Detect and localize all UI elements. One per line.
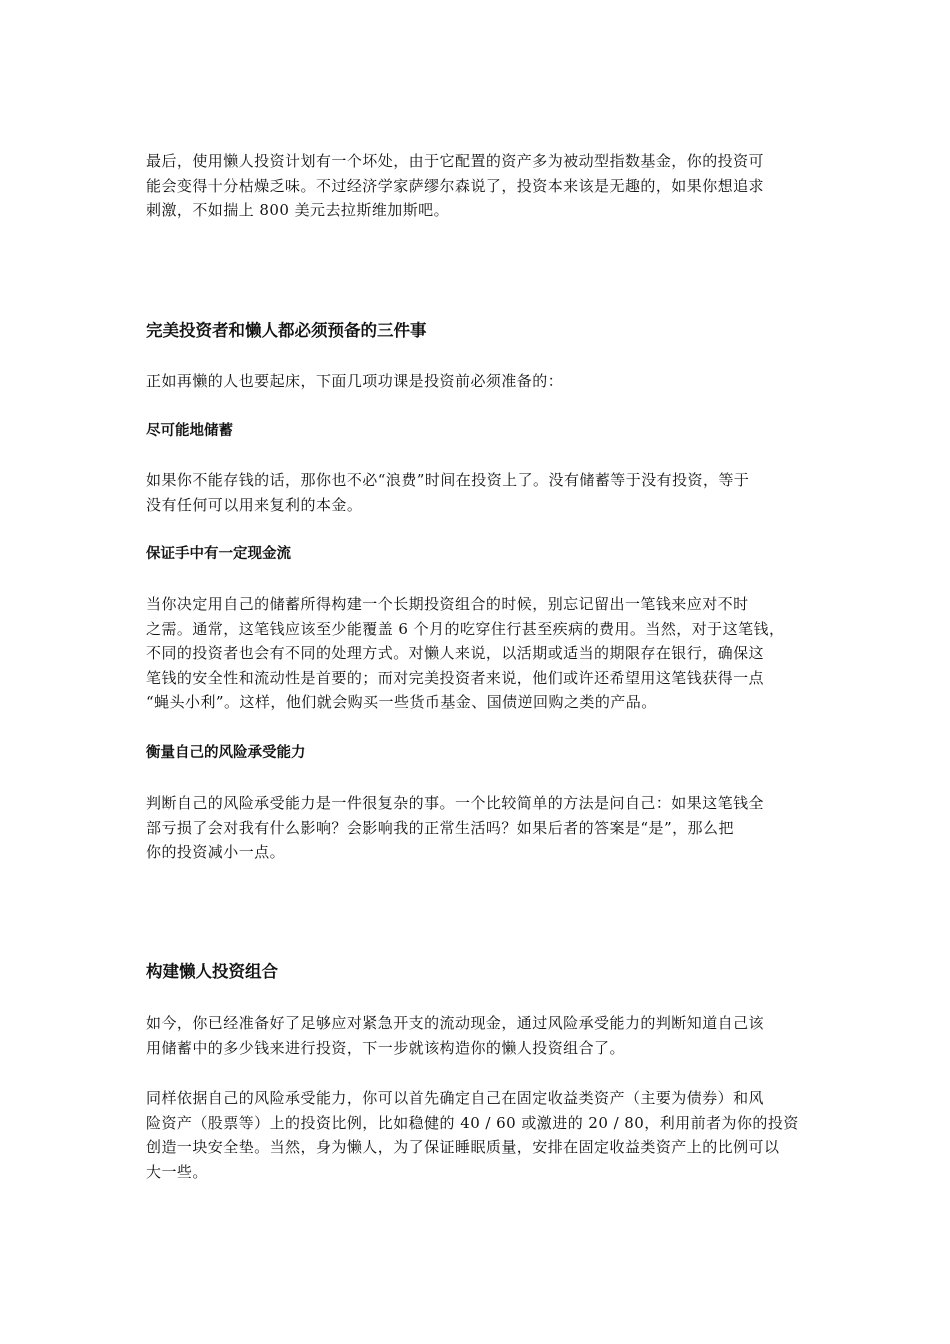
section-heading-build-portfolio: 构建懒人投资组合 (146, 962, 278, 981)
text-line: 当你决定用自己的储蓄所得构建一个长期投资组合的时候，别忘记留出一笔钱来应对不时 (146, 595, 749, 613)
text-line: 不同的投资者也会有不同的处理方式。对懒人来说，以活期或适当的期限存在银行，确保这 (146, 644, 765, 662)
paragraph-cash-flow (146, 592, 814, 715)
text-line: 大一些。 (146, 1162, 208, 1181)
text-line: 你的投资减小一点。 (146, 843, 286, 861)
subheading-save: 尽可能地储蓄 (146, 423, 233, 439)
text-line: 部亏损了会对我有什么影响？会影响我的正常生活吗？如果后者的答案是“是”，那么把 (146, 818, 734, 837)
text-line: 能会变得十分枯燥乏味。不过经济学家萨缪尔森说了，投资本来该是无趣的，如果你想追求 (146, 176, 765, 195)
paragraph-portfolio-intro (146, 1011, 814, 1060)
subheading-risk-tolerance: 衡量自己的风险承受能力 (146, 745, 306, 761)
text-line: 用储蓄中的多少钱来进行投资，下一步就该构造你的懒人投资组合了。 (146, 1038, 625, 1057)
text-line: 正如再懒的人也要起床，下面几项功课是投资前必须准备的： (146, 372, 564, 390)
text-line: “蝇头小利”。这样，他们就会购买一些货币基金、国债逆回购之类的产品。 (146, 693, 657, 711)
text-line: 险资产（股票等）上的投资比例，比如稳健的 40 / 60 或激进的 20 / 80，利用前者为你的投资 (146, 1113, 799, 1132)
text-line: 判断自己的风险承受能力是一件很复杂的事。一个比较简单的方法是问自己：如果这笔钱全 (146, 794, 765, 812)
text-line: 刺激，不如揣上 800 美元去拉斯维加斯吧。 (146, 201, 450, 219)
section-lead-paragraph (146, 369, 814, 394)
text-line: 创造一块安全垫。当然，身为懒人，为了保证睡眠质量，安排在固定收益类资产上的比例可以 (146, 1138, 780, 1156)
subheading-cash-flow: 保证手中有一定现金流 (146, 546, 291, 562)
paragraph-save (146, 468, 814, 517)
text-line: 笔钱的安全性和流动性是首要的；而对完美投资者来说，他们或许还希望用这笔钱获得一点 (146, 668, 765, 687)
paragraph-risk-tolerance (146, 791, 814, 865)
text-line: 如果你不能存钱的话，那你也不必“浪费”时间在投资上了。没有储蓄等于没有投资，等于 (146, 471, 750, 489)
text-line: 没有任何可以用来复利的本金。 (146, 495, 363, 514)
intro-paragraph (146, 149, 814, 223)
text-line: 最后，使用懒人投资计划有一个坏处，由于它配置的资产多为被动型指数基金，你的投资可 (146, 152, 765, 170)
text-line: 之需。通常，这笔钱应该至少能覆盖 6 个月的吃穿住行甚至疾病的费用。当然，对于这笔钱， (146, 619, 785, 638)
paragraph-asset-allocation (146, 1086, 814, 1184)
section-heading-three-things: 完美投资者和懒人都必须预备的三件事 (146, 321, 427, 340)
text-line: 如今，你已经准备好了足够应对紧急开支的流动现金，通过风险承受能力的判断知道自己该 (146, 1014, 765, 1032)
text-line: 同样依据自己的风险承受能力，你可以首先确定自己在固定收益类资产（主要为债券）和风 (146, 1089, 765, 1107)
